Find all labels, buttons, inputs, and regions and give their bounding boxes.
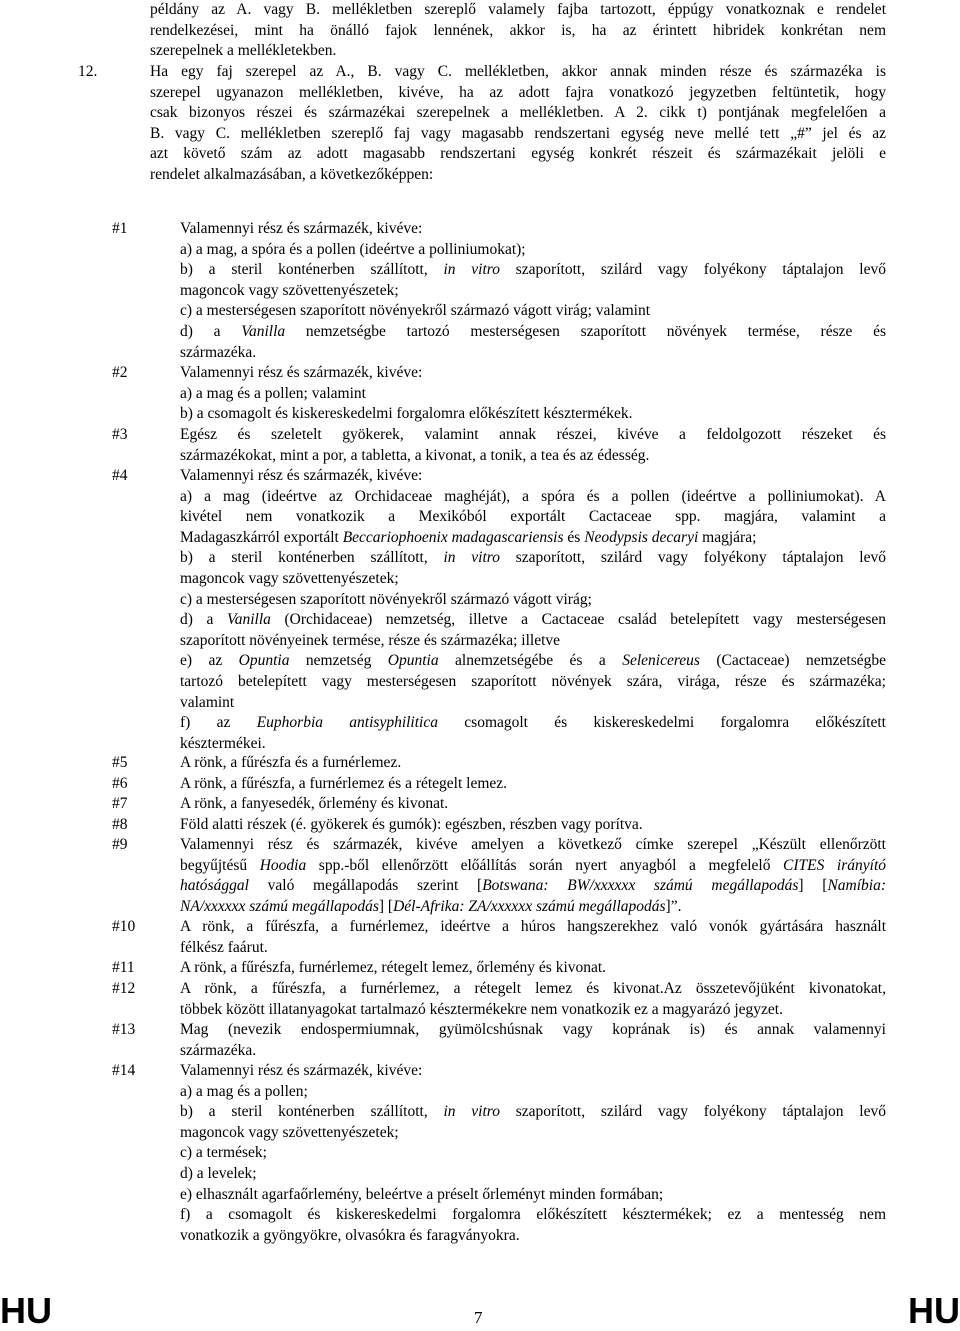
intro-line: példány az A. vagy B. mellékletben szereplő valamely fajba tartozott, éppúgy vonatkoznak e rendelet	[150, 1, 886, 18]
annotation-line: a) a mag és a pollen; valamint	[180, 384, 366, 402]
annotation-body	[180, 794, 886, 815]
annotation-line: a) a mag (ideértve az Orchidaceae maghéját), a spóra és a pollen (ideértve a polliniumokat). A	[180, 487, 886, 505]
annotation-tag: #14	[112, 1062, 136, 1079]
annotation-line: magoncok vagy szövettenyészetek;	[180, 1123, 399, 1141]
annotation-line: Valamennyi rész és származék, kivéve:	[180, 1062, 423, 1079]
annotation-line: szaporított növényeinek termése, része és származéka; illetve	[180, 631, 561, 649]
annotation-tag: #11	[112, 959, 135, 976]
annotation-line: A rönk, a fanyesedék, őrlemény és kivonat.	[180, 795, 449, 812]
page-number: 7	[474, 1308, 483, 1327]
intro-line: rendelkezései, mint ha önálló fajok lennének, akkor is, ha az érintett hibridek konkrétan nem	[150, 21, 886, 39]
annotation-line: b) a steril konténerben szállított, in vitro szaporított, szilárd vagy folyékony táptalajon levő	[180, 261, 886, 279]
annotation-body	[180, 753, 886, 774]
annotation-body	[180, 466, 886, 754]
annotation-body	[180, 815, 886, 836]
annotation-line: félkész faárut.	[180, 938, 268, 956]
annotation-tag: #1	[112, 220, 128, 237]
annotation-line: e) elhasznált agarfaőrlemény, beleértve a préselt őrleményt minden formában;	[180, 1185, 664, 1203]
annotation-line: magoncok vagy szövettenyészetek;	[180, 569, 399, 587]
section-line: B. vagy C. mellékletben szereplő faj vagy magasabb rendszertani egység neve mellé tett „#” jel és az	[150, 124, 886, 142]
annotation-line: Föld alatti részek (é. gyökerek és gumók): egészben, részben vagy porítva.	[180, 816, 643, 833]
annotation-tag: #2	[112, 364, 128, 381]
section-line: szerepel ugyanazon mellékletben, kivéve, ha az adott fajra vonatkozó jegyzetben feltüntetik, hogy	[150, 83, 886, 101]
annotation-line: c) a mesterségesen szaporított növényekről származó vágott virág; valamint	[180, 302, 650, 320]
annotation-line: hatósággal való megállapodás szerint [Botswana: BW/xxxxxx számú megállapodás] [Namíbia:	[180, 877, 887, 895]
annotation-line: d) a levelek;	[180, 1164, 257, 1182]
annotation-tag: #8	[112, 816, 128, 833]
annotation-tag: #12	[112, 980, 136, 997]
section-line: azt követő szám az adott magasabb rendszertani egység konkrét részeit és származékait jelöli e	[150, 145, 886, 163]
annotation-line: c) a termések;	[180, 1144, 267, 1162]
section-line: Ha egy faj szerepel az A., B. vagy C. mellékletben, akkor annak minden része és származéka is	[150, 63, 886, 80]
annotation-line: magoncok vagy szövettenyészetek;	[180, 281, 399, 299]
annotation-body	[180, 425, 886, 466]
annotation-body	[180, 1061, 886, 1246]
annotation-line: Mag (nevezik endospermiumnak, gyümölcshúsnak vagy koprának is) és annak valamennyi	[180, 1021, 886, 1038]
annotation-body	[180, 219, 886, 363]
annotation-line: b) a csomagolt és kiskereskedelmi forgalomra előkészített késztermékek.	[180, 405, 633, 423]
annotation-tag: #10	[112, 918, 136, 935]
annotation-line: többek között illatanyagokat tartalmazó késztermékekre nem vonatkozik ez a magyarázó jegyzet.	[180, 1000, 783, 1018]
annotation-line: A rönk, a fűrészfa, furnérlemez, rétegelt lemez, őrlemény és kivonat.	[180, 959, 607, 976]
annotation-tag: #4	[112, 467, 128, 484]
annotation-tag: #9	[112, 836, 128, 853]
annotation-line: A rönk, a fűrészfa, a furnérlemez, a rétegelt lemez és kivonat.Az összetevőjüként kivonatokat,	[180, 980, 886, 997]
section-number: 12.	[78, 63, 98, 80]
annotation-line: b) a steril konténerben szállított, in vitro szaporított, szilárd vagy folyékony táptalajon levő	[180, 549, 886, 567]
annotation-line: NA/xxxxxx számú megállapodás] [Dél-Afrika: ZA/xxxxxx számú megállapodás]”.	[180, 897, 682, 915]
section-12-paragraph	[150, 62, 886, 186]
annotation-body	[180, 774, 886, 795]
annotation-line: A rönk, a fűrészfa, a furnérlemez és a rétegelt lemez.	[180, 775, 508, 792]
annotation-body	[180, 1020, 886, 1061]
annotation-tag: #7	[112, 795, 128, 812]
annotation-tag: #6	[112, 775, 128, 792]
annotation-line: Valamennyi rész és származék, kivéve:	[180, 467, 423, 484]
annotation-line: valamint	[180, 693, 235, 711]
annotation-line: e) az Opuntia nemzetség Opuntia alnemzetségébe és a Selenicereus (Cactaceae) nemzetségbe	[180, 652, 886, 670]
annotation-line: Valamennyi rész és származék, kivéve:	[180, 364, 423, 381]
annotation-body	[180, 979, 886, 1020]
annotation-body	[180, 958, 886, 979]
annotation-line: Valamennyi rész és származék, kivéve amelyen a következő címke szerepel „Készült ellenőrzött	[180, 836, 886, 853]
annotation-line: vonatkozik a gyöngyökre, olvasókra és faragványokra.	[180, 1226, 520, 1244]
annotation-tag: #13	[112, 1021, 136, 1038]
section-line: csak bizonyos részei és származékai szerepelnek a mellékletben. A 2. cikk t) pontjának megfelelően a	[150, 104, 886, 122]
footer-language-left: HU	[0, 1290, 52, 1331]
annotation-tag: #3	[112, 426, 128, 443]
annotation-line: f) az Euphorbia antisyphilitica csomagolt és kiskereskedelmi forgalomra előkészített	[180, 714, 886, 732]
footer-language-right: HU	[908, 1290, 960, 1331]
intro-line: szerepelnek a mellékletekben.	[150, 42, 337, 60]
annotation-tag: #5	[112, 754, 128, 771]
annotation-line: tartozó betelepített vagy mesterségesen szaporított növények szára, virága, része és származéka;	[180, 672, 886, 690]
annotation-line: begyűjtésű Hoodia spp.-ből ellenőrzött előállítás során nyert anyagból a megfelelő CITES irányító	[180, 856, 887, 874]
annotation-line: származéka.	[180, 343, 257, 361]
annotation-line: d) a Vanilla (Orchidaceae) nemzetség, illetve a Cactaceae család betelepített vagy mesterségesen	[180, 611, 887, 629]
annotation-line: A rönk, a fűrészfa és a furnérlemez.	[180, 754, 402, 771]
annotation-line: Madagaszkárról exportált Beccariophoenix madagascariensis és Neodypsis decaryi magjára;	[180, 528, 757, 546]
annotation-body	[180, 363, 886, 425]
section-line: rendelet alkalmazásában, a következőképpen:	[150, 165, 434, 183]
annotation-line: A rönk, a fűrészfa, a furnérlemez, ideértve a húros hangszerekhez való vonók gyártására használt	[180, 918, 886, 935]
annotation-line: c) a mesterségesen szaporított növényekről származó vágott virág;	[180, 590, 592, 608]
annotation-line: d) a Vanilla nemzetségbe tartozó mesterségesen szaporított növények termése, része és	[180, 322, 886, 340]
annotation-line: származékokat, mint a por, a tabletta, a kivonat, a tonik, a tea és az édesség.	[180, 446, 650, 464]
annotation-line: Egész és szeletelt gyökerek, valamint annak részei, kivéve a feldolgozott részeket és	[180, 426, 886, 443]
annotation-line: f) a csomagolt és kiskereskedelmi forgalomra előkészített késztermékek; ez a mentesség nem	[180, 1206, 886, 1224]
annotation-line: származéka.	[180, 1041, 257, 1059]
intro-paragraph	[150, 0, 886, 62]
annotation-body	[180, 917, 886, 958]
annotation-body	[180, 835, 886, 917]
annotation-line: b) a steril konténerben szállított, in vitro szaporított, szilárd vagy folyékony táptalajon levő	[180, 1103, 886, 1121]
annotation-line: a) a mag, a spóra és a pollen (ideértve a polliniumokat);	[180, 240, 526, 258]
annotation-line: késztermékei.	[180, 734, 266, 752]
annotation-line: Valamennyi rész és származék, kivéve:	[180, 220, 423, 237]
annotation-line: kivétel nem vonatkozik a Mexikóból exportált Cactaceae spp. magjára, valamint a	[180, 508, 886, 526]
annotation-line: a) a mag és a pollen;	[180, 1082, 308, 1100]
